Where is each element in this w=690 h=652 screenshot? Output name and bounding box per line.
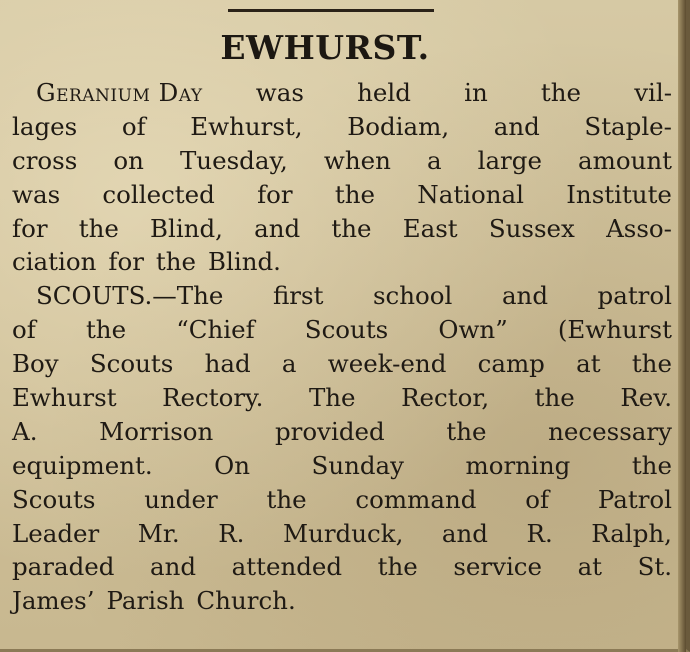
text-line: [12, 110, 672, 144]
text-line: [12, 584, 672, 618]
word: Institute: [566, 179, 672, 209]
word: (Ewhurst: [557, 315, 672, 345]
word: a: [281, 349, 297, 379]
top-rule: [228, 9, 434, 12]
text-line: [12, 449, 672, 483]
word: for: [12, 213, 48, 243]
word: Blind,: [150, 213, 223, 243]
word: Bodiam,: [347, 111, 450, 141]
text-line: [12, 178, 672, 212]
word: necessary: [548, 416, 672, 446]
word: SCOUTS.—The: [36, 281, 224, 311]
word: Asso-: [606, 213, 672, 243]
word: Mr.: [137, 518, 180, 548]
word: Patrol: [597, 484, 672, 514]
word: Rector,: [401, 383, 490, 413]
word: was: [255, 78, 304, 107]
word: Tuesday,: [179, 145, 288, 175]
word: Murduck,: [282, 518, 404, 548]
word: collected: [102, 179, 215, 209]
word: the: [446, 416, 487, 446]
word: the: [331, 213, 372, 243]
word: provided: [275, 416, 385, 446]
word: the: [631, 349, 672, 379]
word: Scouts: [89, 349, 174, 379]
word: school: [372, 281, 453, 311]
word: James’: [12, 586, 95, 616]
text-line: [12, 313, 672, 347]
word: the: [631, 450, 672, 480]
word: of: [12, 315, 36, 345]
word: a: [426, 145, 442, 175]
word: patrol: [597, 281, 672, 311]
word: National: [417, 179, 524, 209]
word: held: [357, 78, 411, 107]
word: the: [78, 213, 119, 243]
word: Scouts: [12, 484, 96, 514]
word: R.: [218, 518, 245, 548]
word: lages: [12, 111, 78, 141]
word: Ewhurst: [12, 383, 117, 413]
word: and: [150, 552, 197, 582]
word: Own”: [438, 315, 508, 345]
word: the: [540, 78, 582, 107]
text-line: [12, 347, 672, 381]
article-body: [12, 76, 672, 618]
word: on: [113, 145, 144, 175]
word: and: [501, 281, 549, 311]
word: the: [334, 179, 376, 209]
text-line: [12, 76, 672, 110]
word: the: [155, 247, 197, 277]
word: amount: [578, 145, 672, 175]
word: equipment.: [12, 450, 153, 480]
text-line: [12, 483, 672, 517]
text-line: [12, 245, 672, 279]
word: and: [441, 518, 488, 548]
word: “Chief: [176, 315, 255, 345]
word: in: [464, 78, 488, 107]
word: Geranium Day: [36, 78, 203, 107]
word: was: [12, 179, 61, 209]
word: under: [144, 484, 218, 514]
word: paraded: [12, 552, 115, 582]
word: attended: [231, 552, 343, 582]
word: had: [204, 349, 251, 379]
text-line: [12, 415, 672, 449]
word: the: [534, 383, 575, 413]
word: Staple-: [584, 111, 672, 141]
word: Church.: [196, 586, 296, 616]
word: the: [85, 315, 127, 345]
word: morning: [465, 450, 571, 480]
word: Boy: [12, 349, 59, 379]
word: The: [308, 383, 356, 413]
word: Blind.: [208, 247, 281, 277]
word: when: [323, 145, 391, 175]
word: St.: [637, 552, 672, 582]
word: the: [266, 484, 307, 514]
text-line: [12, 144, 672, 178]
word: service: [453, 552, 543, 582]
word: Leader: [12, 518, 100, 548]
word: Sussex: [488, 213, 575, 243]
word: Parish: [106, 586, 185, 616]
text-line: [12, 550, 672, 584]
word: for: [108, 247, 144, 277]
paragraph: [12, 279, 672, 618]
word: Rectory.: [162, 383, 264, 413]
word: of: [121, 111, 146, 141]
word: East: [402, 213, 458, 243]
word: Ralph,: [591, 518, 672, 548]
paragraph: [12, 76, 672, 279]
word: camp: [477, 349, 545, 379]
word: and: [493, 111, 540, 141]
word: Rev.: [620, 383, 672, 413]
word: Scouts: [304, 315, 389, 345]
text-line: [12, 212, 672, 246]
word: at: [577, 552, 603, 582]
word: large: [477, 145, 542, 175]
word: R.: [526, 518, 553, 548]
word: of: [525, 484, 550, 514]
word: Ewhurst,: [190, 111, 303, 141]
text-line: [12, 279, 672, 313]
word: the: [377, 552, 418, 582]
word: and: [254, 213, 301, 243]
word: cross: [12, 145, 78, 175]
word: ciation: [12, 247, 97, 277]
word: A.: [12, 416, 38, 446]
word: vil-: [634, 78, 672, 107]
word: first: [272, 281, 324, 311]
word: Sunday: [311, 450, 405, 480]
text-line: [12, 517, 672, 551]
clipping-edge: [678, 0, 686, 652]
text-line: [12, 381, 672, 415]
word: week-end: [327, 349, 447, 379]
word: On: [214, 450, 251, 480]
word: Morrison: [99, 416, 214, 446]
headline: EWHURST.: [220, 28, 430, 67]
word: command: [355, 484, 477, 514]
word: at: [576, 349, 601, 379]
word: for: [257, 179, 293, 209]
